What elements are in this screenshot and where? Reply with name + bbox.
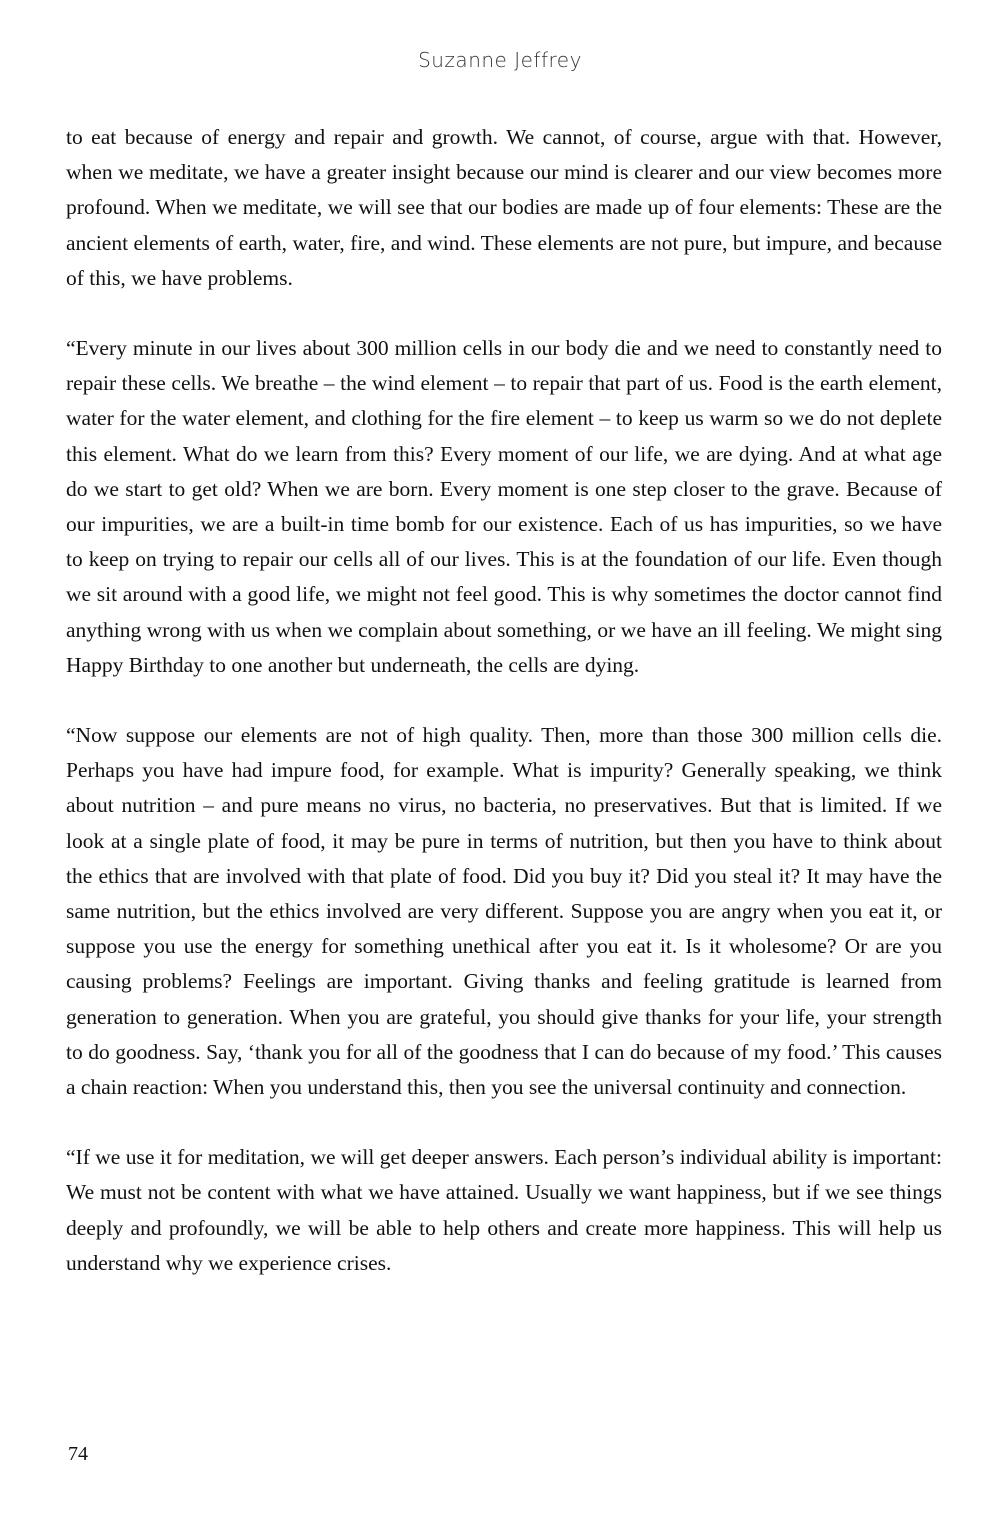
paragraph-1: to eat because of energy and repair and growth. We cannot, of course, argue with that. However, when we meditate, we have a greater insight because our mind is clearer and our view becomes more profound. When we meditate, we will see that our bodies are made up of four elements: These are the ancient elements of earth, water, fire, and wind. These elements are not pure, but impure, and because of this, we have problems. xyxy=(66,125,942,290)
paragraph-4: “If we use it for meditation, we will get deeper answers. Each person’s individual ability is important: We must not be content with what we have attained. Usually we want happiness, but if we see things deeply and profoundly, we will be able to help others and create more happiness. This will help us understand why we experience crises. xyxy=(66,1145,942,1275)
body-text xyxy=(66,120,942,1281)
paragraph-2: “Every minute in our lives about 300 million cells in our body die and we need to constantly need to repair these cells. We breathe – the wind element – to repair that part of us. Food is the earth element, water for the water element, and clothing for the fire element – to keep us warm so we do not deplete this element. What do we learn from this? Every moment of our life, we are dying. And at what age do we start to get old? When we are born. Every moment is one step closer to the grave. Because of our impurities, we are a built-in time bomb for our existence. Each of us has impurities, so we have to keep on trying to repair our cells all of our lives. This is at the foundation of our life. Even though we sit around with a good life, we might not feel good. This is why sometimes the doctor cannot find anything wrong with us when we complain about something, or we have an ill feeling. We might sing Happy Birthday to one another but underneath, the cells are dying. xyxy=(66,336,942,677)
running-head-author: Suzanne Jeffrey xyxy=(418,48,582,72)
paragraph-3: “Now suppose our elements are not of high quality. Then, more than those 300 million cells die. Perhaps you have had impure food, for example. What is impurity? Generally speaking, we think about nutrition – and pure means no virus, no bacteria, no preservatives. But that is limited. If we look at a single plate of food, it may be pure in terms of nutrition, but then you have to think about the ethics that are involved with that plate of food. Did you buy it? Did you steal it? It may have the same nutrition, but the ethics involved are very different. Suppose you are angry when you eat it, or suppose you use the energy for something unethical after you eat it. Is it wholesome? Or are you causing problems? Feelings are important. Giving thanks and feeling gratitude is learned from generation to generation. When you are grateful, you should give thanks for your life, your strength to do goodness. Say, ‘thank you for all of the goodness that I can do because of my food.’ This causes a chain reaction: When you understand this, then you see the universal continuity and connection. xyxy=(66,723,942,1100)
page-number: 74 xyxy=(68,1443,88,1465)
